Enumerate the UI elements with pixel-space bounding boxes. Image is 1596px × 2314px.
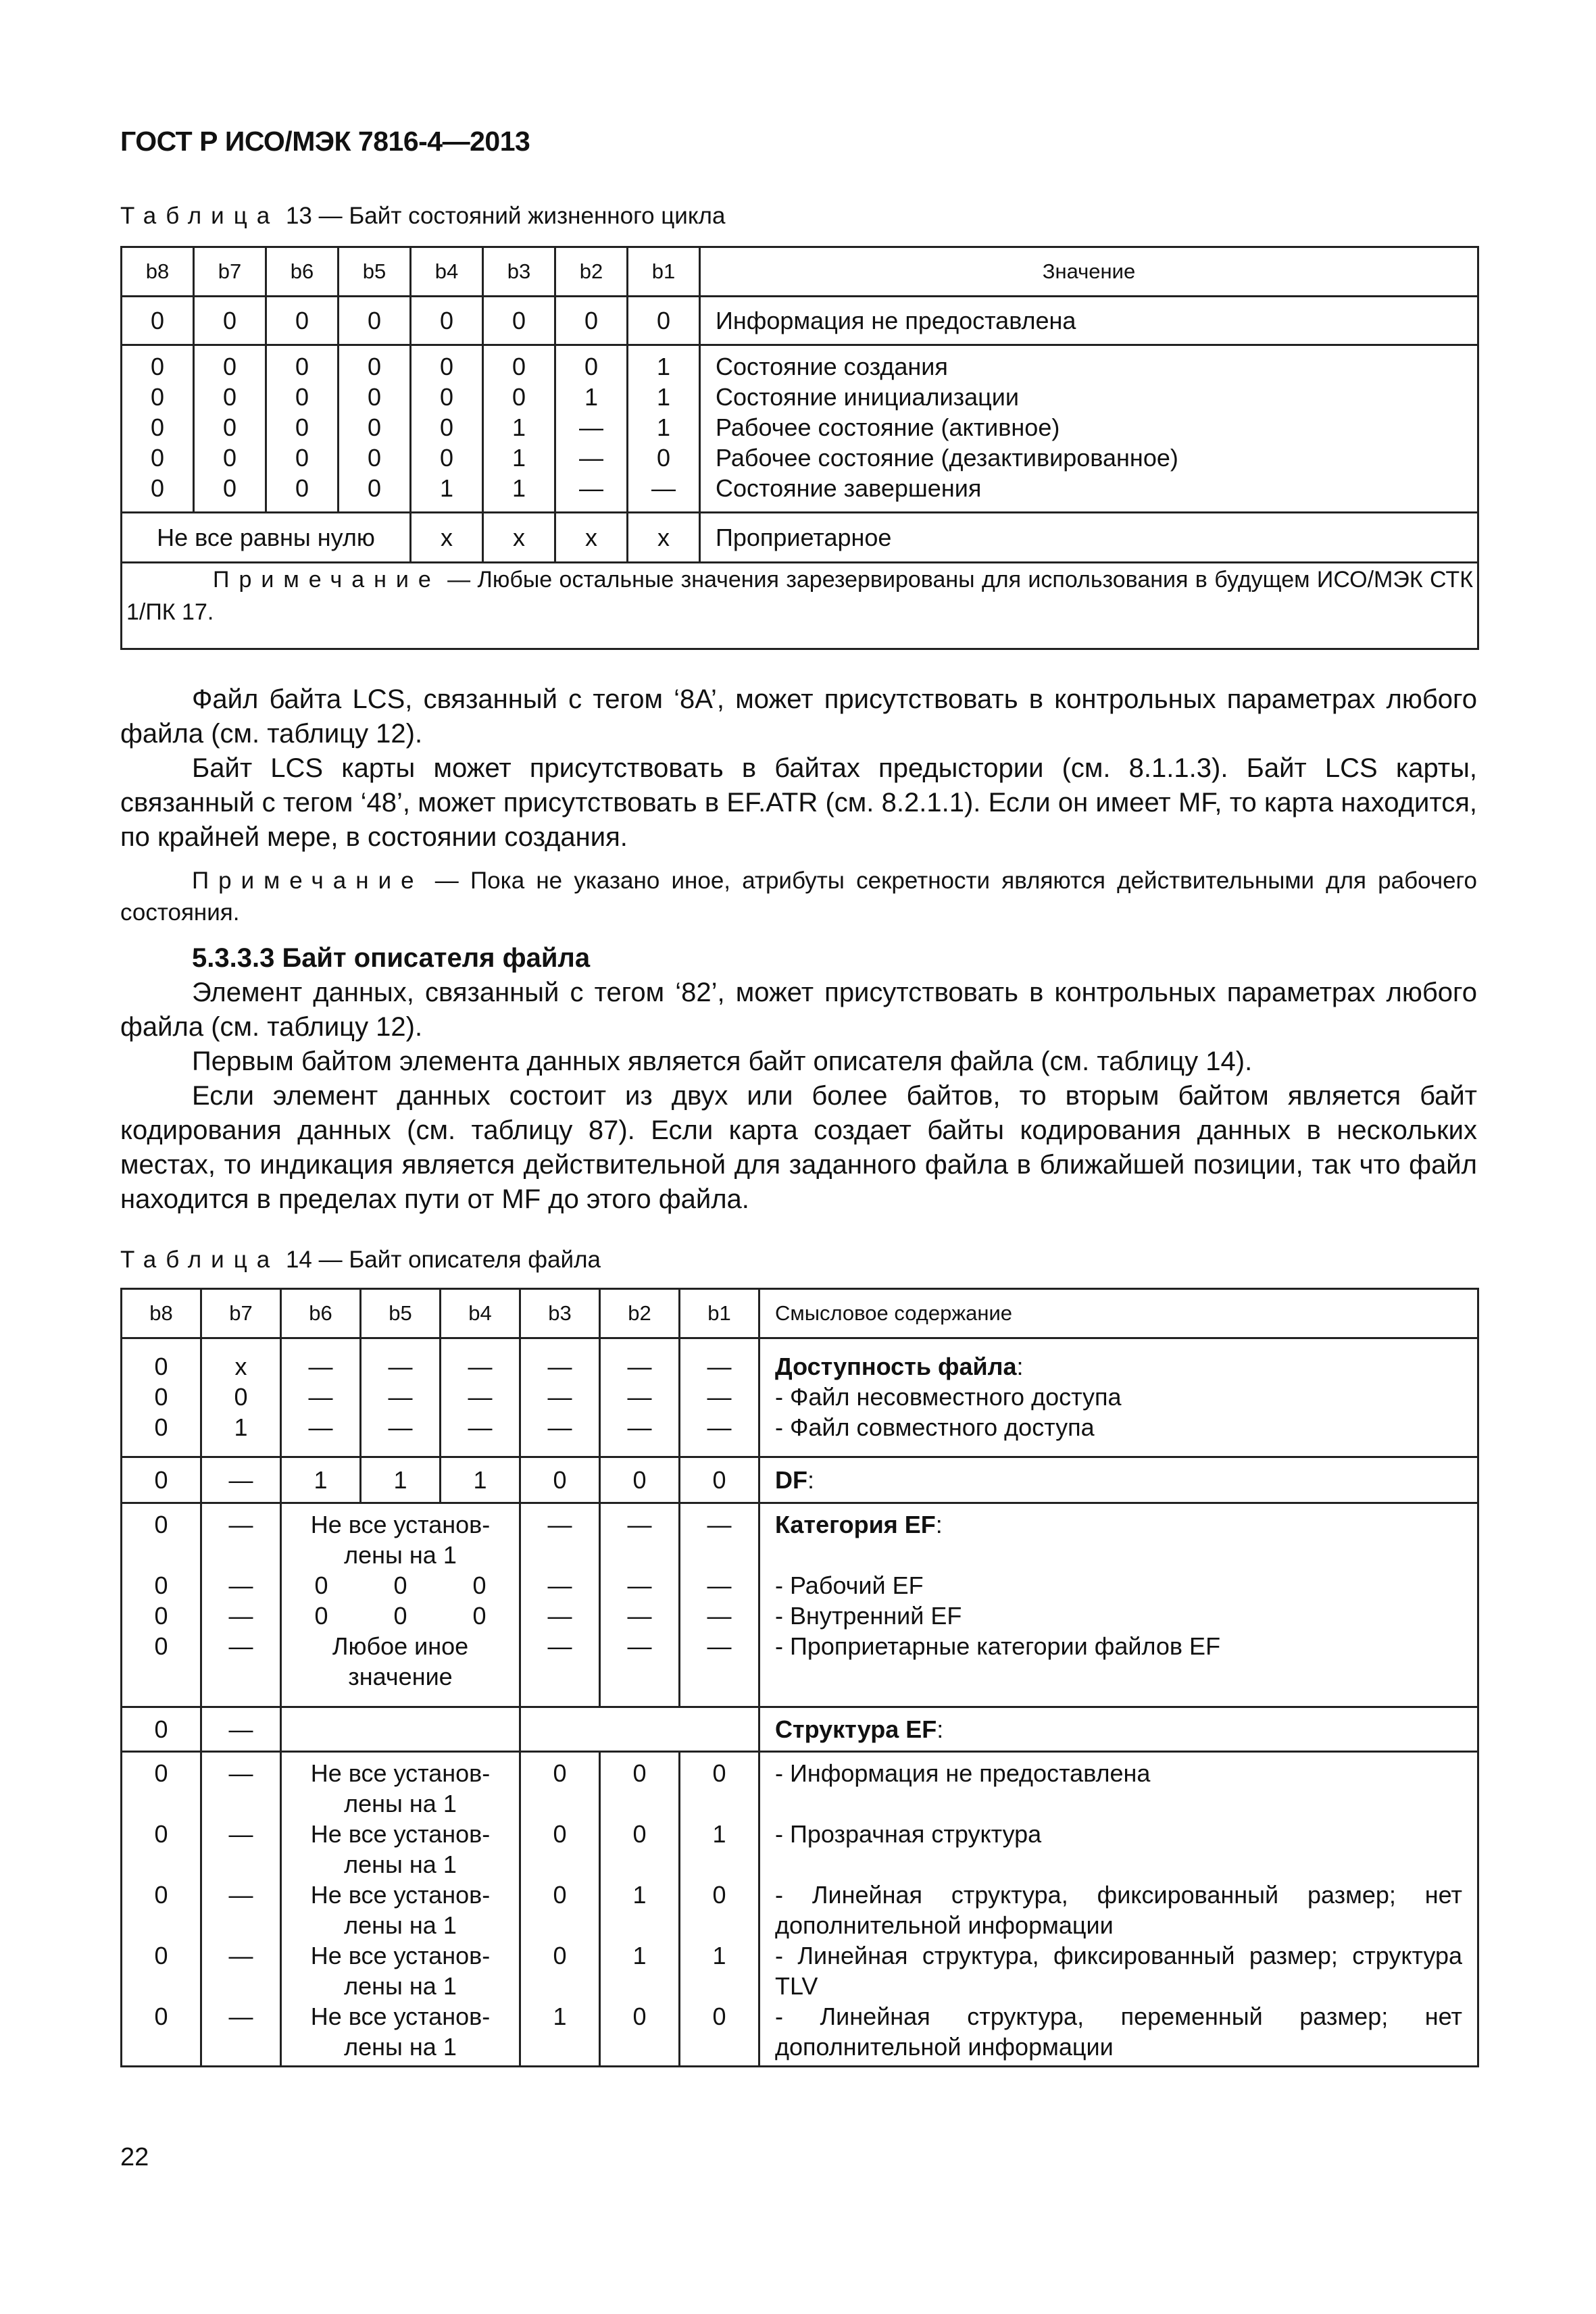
table14-header-b3: b3: [520, 1289, 600, 1338]
table14-cat-b3: — — — —: [520, 1503, 600, 1707]
table14-struct-b8: 0 0 0 0 0: [122, 1752, 201, 2067]
table13-col-b7: 0 0 0 0 0: [194, 345, 266, 513]
table13-col-b6: 0 0 0 0 0: [266, 345, 339, 513]
table14-access-b8: 0 0 0: [122, 1338, 201, 1457]
table13-note: [122, 563, 1478, 649]
table13-col-b8: 0 0 0 0 0: [122, 345, 194, 513]
table13-header-b8: b8: [122, 247, 194, 297]
table13-header-b1: b1: [628, 247, 700, 297]
paragraph-lcs-file: Файл байта LCS, связанный с тегом ‘8A’, может присутствовать в контрольных параметрах любого файла (см. таблицу 12).: [120, 684, 1477, 749]
table14-header-meaning: Смысловое содержание: [759, 1289, 1478, 1338]
paragraph-first-byte: Первым байтом элемента данных является байт описателя файла (см. таблицу 14).: [192, 1047, 1253, 1076]
access-title: Доступность файла: [775, 1353, 1017, 1380]
table13-col-b2: 0 1 — — —: [555, 345, 628, 513]
note-security: [120, 865, 1477, 928]
table14-cat-b2: — — — —: [600, 1503, 680, 1707]
standard-header: ГОСТ Р ИСО/МЭК 7816-4—2013: [120, 126, 530, 157]
table14-row-df: [122, 1457, 1478, 1503]
table13-row-group: [122, 345, 1478, 513]
cat-not-all-set: Не все установ-лены на 1: [310, 1511, 491, 1569]
table14-caption-word: Таблица: [120, 1247, 280, 1273]
cat-other-value: Любое иное значение: [332, 1632, 469, 1690]
table13-caption-word: Таблица: [120, 203, 280, 229]
table14-cat-b8: 0 0 0 0: [122, 1503, 201, 1707]
table13-cell: x: [628, 513, 700, 563]
table13-not-all-zero: Не все равны нулю: [122, 513, 411, 563]
table14-empty-cell: [520, 1707, 759, 1752]
table13-row-proprietary: [122, 513, 1478, 563]
table13-header-b5: b5: [339, 247, 411, 297]
table13-header-b6: b6: [266, 247, 339, 297]
table13-header-b3: b3: [483, 247, 555, 297]
table14-cat-mid: [281, 1503, 520, 1707]
table13-col-b5: 0 0 0 0 0: [339, 345, 411, 513]
table13-col-b3: 0 0 1 1 1: [483, 345, 555, 513]
table14-cell: 0: [680, 1457, 759, 1503]
table14-access-b3: — — —: [520, 1338, 600, 1457]
table13-header-b7: b7: [194, 247, 266, 297]
table14-cell: 0: [122, 1707, 201, 1752]
table14-caption: [120, 1247, 601, 1274]
table14-header-row: [122, 1289, 1478, 1338]
table14-structure-head-meaning: Структура EF:: [759, 1707, 1478, 1752]
table13: [120, 246, 1479, 650]
table13-cell: 0: [483, 297, 555, 345]
table14-header-b5: b5: [361, 1289, 441, 1338]
table14-struct-b7: — — — — —: [201, 1752, 281, 2067]
table14-df-meaning: DF:: [759, 1457, 1478, 1503]
table14-cell: —: [201, 1707, 281, 1752]
table13-cell: 0: [122, 297, 194, 345]
table13-cell: 0: [194, 297, 266, 345]
table14-access-b1: — — —: [680, 1338, 759, 1457]
paragraph-lcs-card: Байт LCS карты может присутствовать в байтах предыстории (см. 8.1.1.3). Байт LCS карты, связанный с тегом ‘48’, может присутствовать в EF.ATR (см. 8.2.1.1). Если он имеет MF, то карта находится, по крайней мере, в состоянии создания.: [120, 753, 1477, 852]
table14-cell: 1: [361, 1457, 441, 1503]
ef-structure-title: Структура EF: [775, 1715, 937, 1743]
table14-row-ef-category: [122, 1503, 1478, 1707]
note-text: — Пока не указано иное, атрибуты секретности являются действительными для рабочего состояния.: [120, 867, 1477, 926]
table14-header-b4: b4: [441, 1289, 520, 1338]
table14-access-b2: — — —: [600, 1338, 680, 1457]
table14-struct-b2: 0 0 1 1 0: [600, 1752, 680, 2067]
table13-col-b4: 0 0 0 0 1: [411, 345, 483, 513]
table14-access-b6: — — —: [281, 1338, 361, 1457]
table13-col-b1: 1 1 1 0 —: [628, 345, 700, 513]
table14-cat-meaning: Категория EF: - Рабочий EF - Внутренний EF - Проприетарные категории файлов EF: [759, 1503, 1478, 1707]
table14-row-ef-structure: [122, 1752, 1478, 2067]
table13-cell: 0: [266, 297, 339, 345]
table13-cell: x: [411, 513, 483, 563]
cat-worker-bits: 0 0 0: [314, 1571, 487, 1599]
table13-meaning: Проприетарное: [700, 513, 1478, 563]
section-title: 5.3.3.3 Байт описателя файла: [192, 943, 591, 973]
table14-cell: 1: [281, 1457, 361, 1503]
table14-header-b1: b1: [680, 1289, 759, 1338]
paragraph-data-coding: Если элемент данных состоит из двух или более байтов, то вторым байтом является байт кодирования данных (см. таблицу 87). Если карта создает байты кодирования данных в нескольких местах, то индикация является действительной для заданного файла в ближайшей позиции, так что файл находится в пределах пути от MF до этого файла.: [120, 1081, 1477, 1214]
table13-cell: 0: [339, 297, 411, 345]
table14-header-b8: b8: [122, 1289, 201, 1338]
table13-note-row: [122, 563, 1478, 649]
table13-cell: x: [555, 513, 628, 563]
table14-cell: 0: [122, 1457, 201, 1503]
table14-header-b2: b2: [600, 1289, 680, 1338]
table14-header-b6: b6: [281, 1289, 361, 1338]
ef-category-title: Категория EF: [775, 1511, 936, 1538]
page-number: 22: [120, 2143, 149, 2171]
table14-header-b7: b7: [201, 1289, 281, 1338]
table14-cat-b7: — — — —: [201, 1503, 281, 1707]
table13-header-b2: b2: [555, 247, 628, 297]
df-title: DF: [775, 1465, 807, 1494]
table13-header-meaning: Значение: [700, 247, 1478, 297]
table13-header-b4: b4: [411, 247, 483, 297]
note-word: Примечание: [192, 867, 424, 894]
table13-row-none: [122, 297, 1478, 345]
table13-caption-text: 13 — Байт состояний жизненного цикла: [279, 203, 726, 229]
table14-struct-mid: Не все установ-лены на 1 Не все установ-лены на 1 Не все установ-лены на 1 Не все установ-лены на 1 Не все установ-лены на 1: [281, 1752, 520, 2067]
table14: [120, 1288, 1479, 2067]
table14-struct-b1: 0 1 0 1 0: [680, 1752, 759, 2067]
table14-row-access: [122, 1338, 1478, 1457]
table13-cell: 0: [555, 297, 628, 345]
table14-row-ef-structure-head: [122, 1707, 1478, 1752]
table14-caption-text: 14 — Байт описателя файла: [279, 1247, 601, 1273]
table13-cell: x: [483, 513, 555, 563]
table14-struct-meaning: - Информация не предоставлена - Прозрачная структура - Линейная структура, фиксированный размер; нет дополнительной информации - Линейная структура, фиксированный размер; структура TLV - Линейная структура, переменный размер; нет дополнительной информации: [759, 1752, 1478, 2067]
table13-meaning: Информация не предоставлена: [700, 297, 1478, 345]
table14-access-b7: x 0 1: [201, 1338, 281, 1457]
table14-cell: 1: [441, 1457, 520, 1503]
table13-note-word: Примечание: [213, 567, 441, 593]
table13-caption: [120, 203, 725, 230]
table14-access-b4: — — —: [441, 1338, 520, 1457]
table14-access-meaning: Доступность файла: - Файл несовместного доступа - Файл совместного доступа: [759, 1338, 1478, 1457]
table13-header-row: [122, 247, 1478, 297]
cat-internal-bits: 0 0 0: [314, 1602, 487, 1630]
table13-cell: 0: [411, 297, 483, 345]
paragraph-tag82: Элемент данных, связанный с тегом ‘82’, может присутствовать в контрольных параметрах любого файла (см. таблицу 12).: [120, 978, 1477, 1042]
table14-cell: —: [201, 1457, 281, 1503]
table14-access-b5: — — —: [361, 1338, 441, 1457]
table13-cell: 0: [628, 297, 700, 345]
table14-cell: 0: [600, 1457, 680, 1503]
table14-cell: 0: [520, 1457, 600, 1503]
table14-cat-b1: — — — —: [680, 1503, 759, 1707]
table13-col-meaning: Состояние создания Состояние инициализации Рабочее состояние (активное) Рабочее состояние (дезактивированное) Состояние завершения: [700, 345, 1478, 513]
table13-note-text: — Любые остальные значения зарезервированы для использования в будущем ИСО/МЭК СТК 1/ПК 17.: [126, 567, 1473, 625]
table14-empty-cell: [281, 1707, 520, 1752]
table14-struct-b3: 0 0 0 0 1: [520, 1752, 600, 2067]
